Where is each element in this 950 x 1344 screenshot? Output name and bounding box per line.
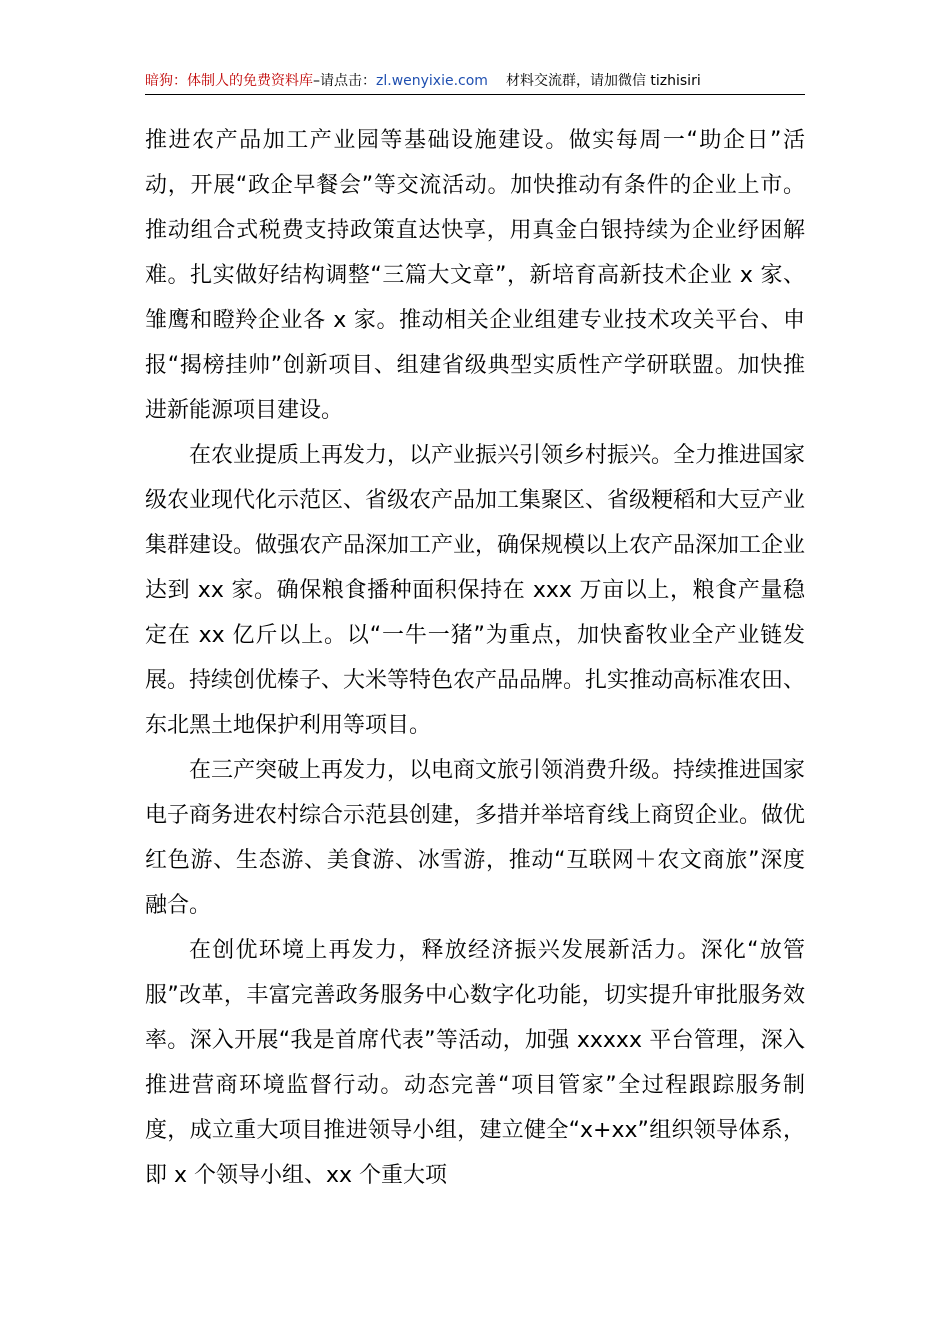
- header-link-prefix: –请点击：: [313, 73, 376, 89]
- page-header: [145, 68, 805, 94]
- header-divider: [145, 94, 805, 95]
- paragraph-2: 在农业提质上再发力，以产业振兴引领乡村振兴。全力推进国家级农业现代化示范区、省级农产品加工集聚区、省级粳稻和大豆产业集群建设。做强农产品深加工产业，确保规模以上农产品深加工企业达到 xx 家。确保粮食播种面积保持在 xxx 万亩以上，粮食产量稳定在 xx 亿斤以上。以“一牛一猪”为重点，加快畜牧业全产业链发展。持续创优榛子、大米等特色农产品品牌。扎实推动高标准农田、东北黑土地保护利用等项目。: [145, 443, 806, 738]
- header-link-url[interactable]: zl.wenyixie.com: [376, 73, 488, 89]
- paragraph-1: 推进农产品加工产业园等基础设施建设。做实每周一“助企日”活动，开展“政企早餐会”等交流活动。加快推动有条件的企业上市。推动组合式税费支持政策直达快享，用真金白银持续为企业纾困解难。扎实做好结构调整“三篇大文章”，新培育高新技术企业 x 家、雏鹰和瞪羚企业各 x 家。推动相关企业组建专业技术攻关平台、申报“揭榜挂帅”创新项目、组建省级典型实质性产学研联盟。加快推进新能源项目建设。: [145, 128, 805, 423]
- header-brand: 暗狗：体制人的免费资料库: [145, 73, 313, 89]
- paragraph-3: 在三产突破上再发力，以电商文旅引领消费升级。持续推进国家电子商务进农村综合示范县创建，多措并举培育线上商贸企业。做优红色游、生态游、美食游、冰雪游，推动“互联网＋农文商旅”深度融合。: [145, 758, 806, 918]
- document-body: [145, 118, 805, 1198]
- header-wechat-note: 材料交流群，请加微信 tizhisiri: [505, 73, 701, 89]
- paragraph-4: 在创优环境上再发力，释放经济振兴发展新活力。深化“放管服”改革，丰富完善政务服务中心数字化功能，切实提升审批服务效率。深入开展“我是首席代表”等活动，加强 xxxxx 平台管理，深入推进营商环境监督行动。动态完善“项目管家”全过程跟踪服务制度，成立重大项目推进领导小组，建立健全“x+xx”组织领导体系，即 x 个领导小组、xx 个重大项: [145, 938, 805, 1188]
